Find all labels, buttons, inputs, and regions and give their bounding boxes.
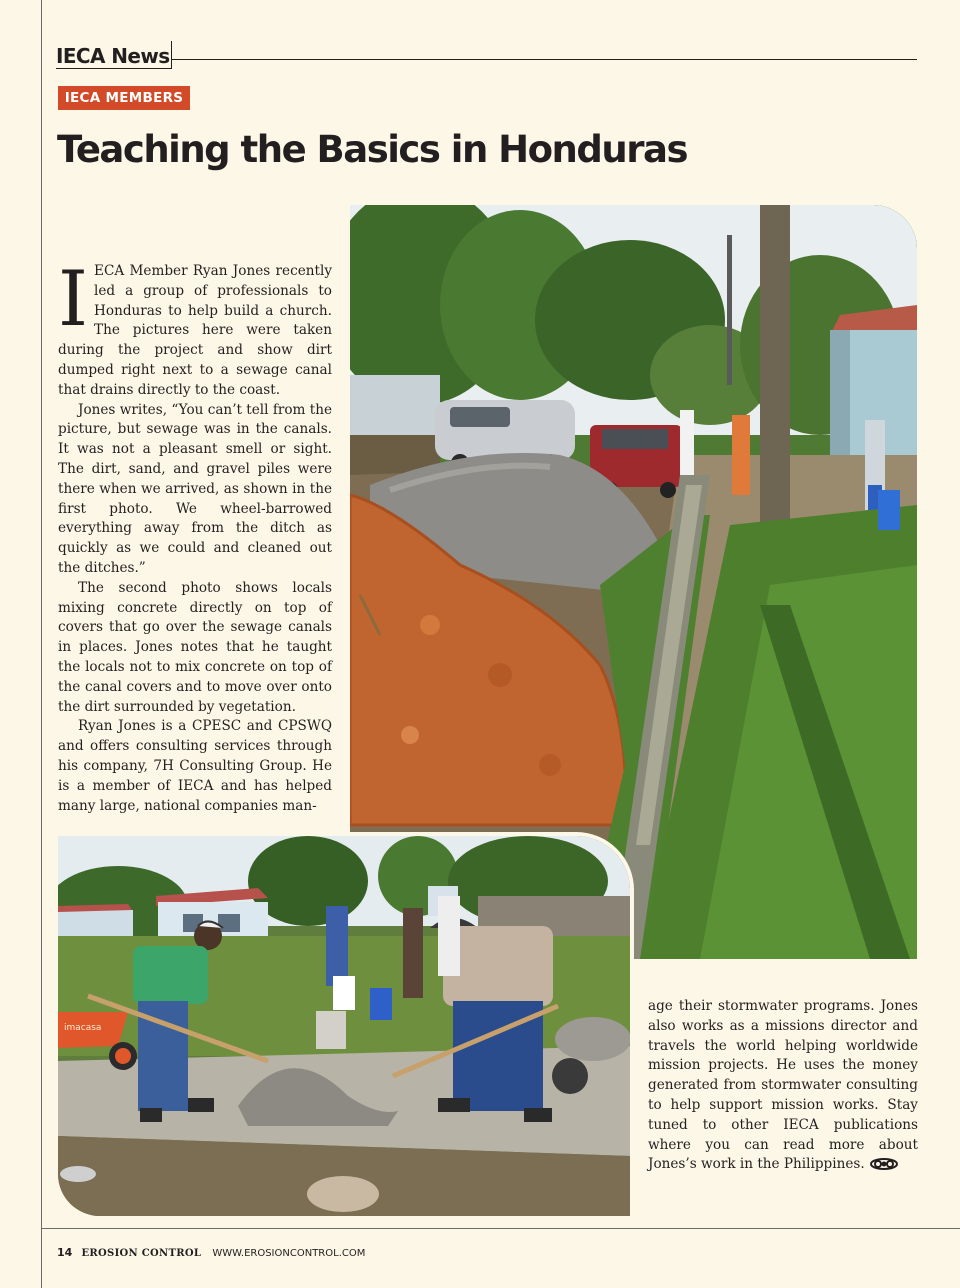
section-header [56,41,172,69]
end-mark-icon [869,1157,899,1177]
footer-rule [41,1228,960,1229]
paragraph-text: ECA Member Ryan Jones recently led a group of professionals to Honduras to help build a church. The pictures here were taken during the project and show dirt dumped right next to a sewage canal that drains directly to the coast. [58,263,332,398]
paragraph-text: age their stormwater programs. Jones also works as a missions director and travels the world helping worldwide mission projects. He uses the money generated from stormwater consulting to help support mission works. Stay tuned to other IECA publications where you can read more about Jones’s work in the Philippines. [648,998,918,1173]
article-paragraph [648,997,918,1177]
magazine-name: EROSION CONTROL [81,1248,202,1259]
category-tag: IECA MEMBERS [58,86,190,110]
article-column-left [58,254,333,816]
section-title: IECA News [56,44,170,68]
magazine-url: WWW.EROSIONCONTROL.COM [212,1248,366,1259]
photo-mixing-concrete [58,832,634,1216]
article-column-right [648,997,918,1177]
article-paragraph: Ryan Jones is a CPESC and CPSWQ and offers consulting services through his company, 7H Consulting Group. He is a member of IECA and has helped many large, national companies man- [58,718,332,814]
section-rule [172,59,917,60]
article-paragraph [58,254,332,401]
article-paragraph: The second photo shows locals mixing concrete directly on top of covers that go over the sewage canals in places. Jones notes that he taught the locals not to mix concrete on top of the canal covers and to move over onto the dirt surrounded by vegetation. [58,579,332,715]
article-paragraph: Jones writes, “You can’t tell from the picture, but sewage was in the canals. It was not a pleasant smell or sight. The dirt, sand, and gravel piles were there when we arrived, as shown in the first photo. We wheel-barrowed everything away from the ditch as quickly as we could and cleaned out the ditches.” [58,401,333,576]
margin-rule [41,0,42,1288]
article-title: Teaching the Basics in Honduras [57,128,687,171]
page-number: 14 [57,1246,73,1259]
drop-cap: I [58,254,89,343]
wheelbarrow-brand: imacasa [64,1023,102,1033]
page-footer [57,1246,365,1259]
